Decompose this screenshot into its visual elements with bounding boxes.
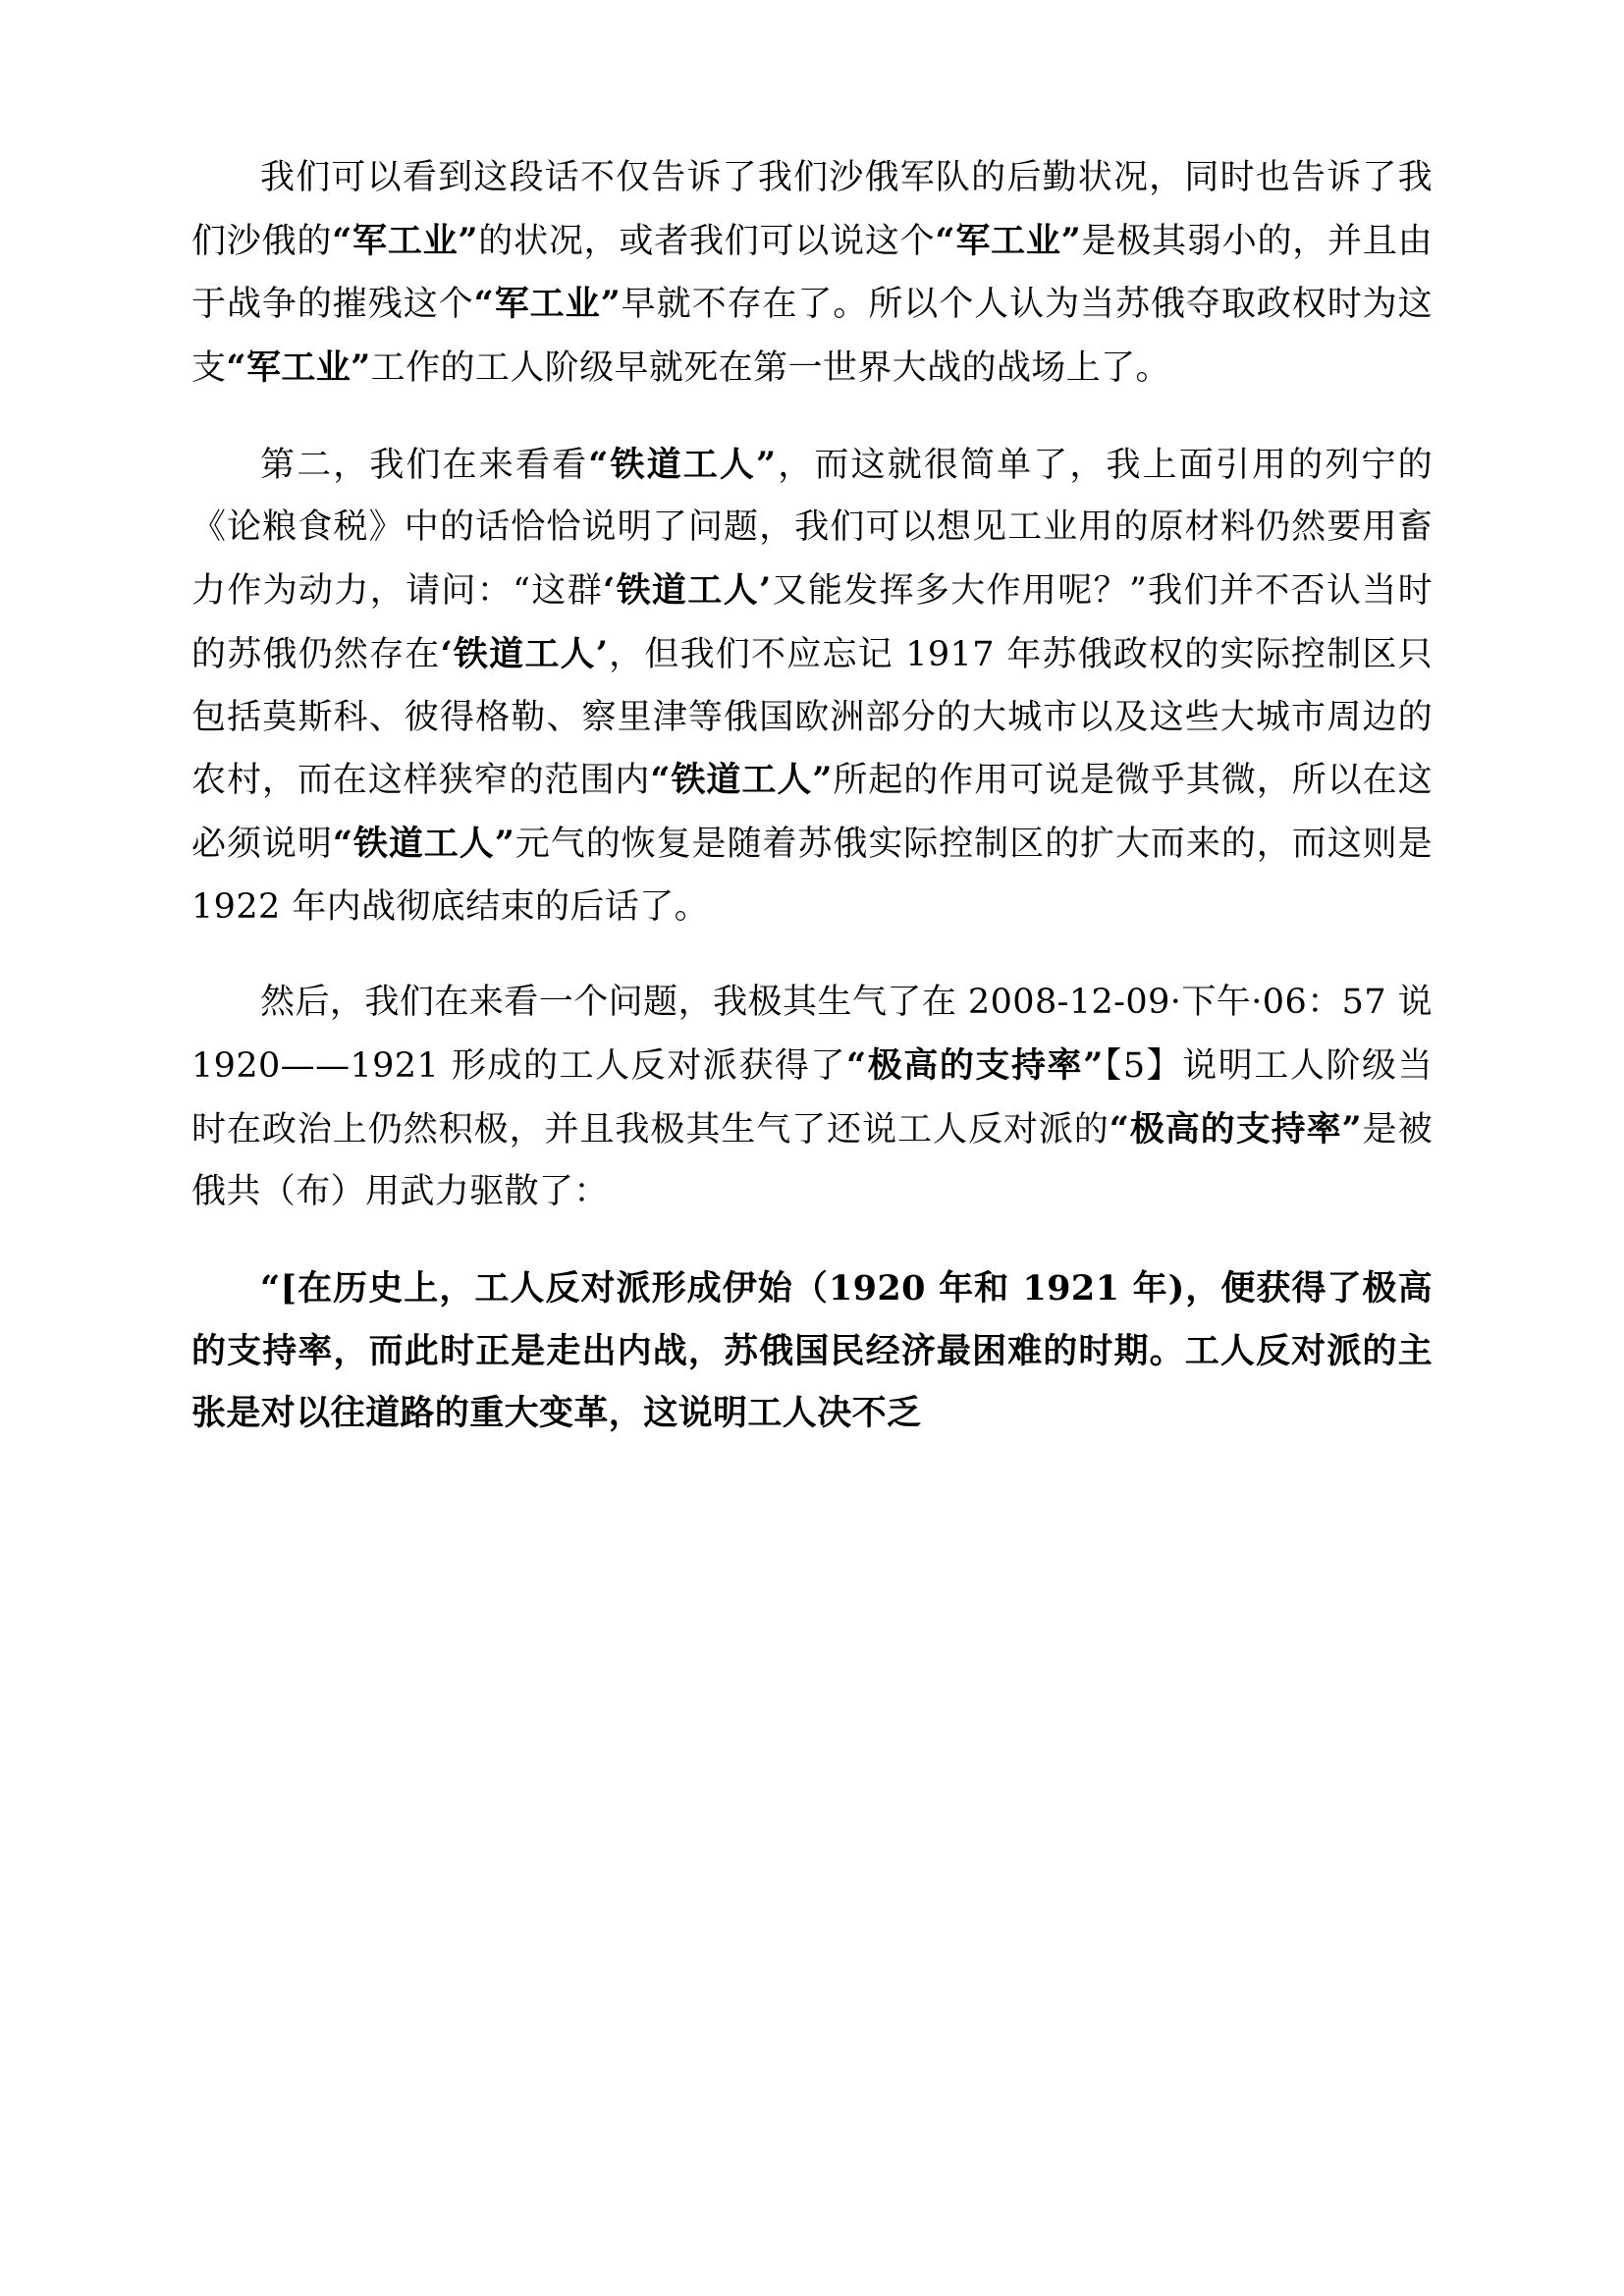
emphasis-run: “军工业”: [473, 284, 622, 325]
text-run: 工作的工人阶级早就死在第一世界大战的战场上了。: [370, 348, 1170, 389]
text-run: ，但我们不应忘记 1917 年苏俄政权的实际控制区只包括莫斯科、彼得格勒、察里津等俄国欧洲部分的大城市以及这些大城市周边的农村，而在这样狭窄的范围内: [191, 634, 1433, 801]
text-run: 是极其弱小的，并且由于战争的摧残这个: [191, 221, 1433, 325]
text-run: 早就不存在了。所以个人认为当苏俄夺取政权时为这支: [191, 285, 1434, 389]
para-4: [191, 1257, 1433, 1445]
emphasis-run: “铁道工人”: [588, 444, 777, 485]
document-body: [191, 147, 1433, 1445]
emphasis-run: “极高的支持率”: [846, 1044, 1104, 1086]
emphasis-run: “铁道工人”: [650, 760, 833, 801]
text-run: 的状况，或者我们可以说这个: [477, 221, 936, 261]
text-run: 然后，我们在来看一个问题，我极其生气了在 2008-12-09·下午·06：57 说 1920——1921 形成的工人反对派获得了: [191, 983, 1433, 1086]
text-run: 我们可以看到这段话不仅告诉了我们沙俄军队的后勤状况，同时也告诉了我们沙俄的: [191, 158, 1433, 261]
emphasis-run: “[在历史上，工人反对派形成伊始（1920 年和 1921 年)，便获得了极高的支持率，而此时正是走出内战，苏俄国民经济最困难的时期。工人反对派的主张是对以往道路的重大变革，这说明工人决不乏: [191, 1268, 1433, 1434]
emphasis-run: ‘铁道工人’: [440, 633, 609, 674]
emphasis-run: “军工业”: [226, 347, 371, 389]
emphasis-run: “极高的支持率”: [1109, 1108, 1363, 1149]
text-run: ，而这就很简单了，我上面引用的列宁的《论粮食税》中的话恰恰说明了问题，我们可以想见工业用的原材料仍然要用畜力作为动力，请问：“这群: [191, 445, 1433, 612]
emphasis-run: ‘铁道工人’: [603, 570, 772, 612]
para-3: [191, 972, 1433, 1224]
para-1: [191, 147, 1433, 400]
emphasis-run: “军工业”: [332, 220, 478, 261]
text-run: 又能发挥多大作用呢？”我们并不否认当时的苏俄仍然存在: [191, 571, 1433, 674]
emphasis-run: “军工业”: [935, 220, 1082, 261]
emphasis-run: “铁道工人”: [332, 823, 515, 864]
text-run: 元气的恢复是随着苏俄实际控制区的扩大而来的，而这则是 1922 年内战彻底结束的后话了。: [191, 824, 1433, 927]
text-run: 所起的作用可说是微乎其微，所以在这必须说明: [191, 761, 1433, 864]
para-2: [191, 434, 1433, 939]
text-run: 是被俄共（布）用武力驱散了：: [191, 1109, 1433, 1212]
text-run: 第二，我们在来看看: [260, 445, 589, 485]
text-run: 【5】说明工人阶级当时在政治上仍然积极，并且我极其生气了还说工人反对派的: [191, 1045, 1433, 1149]
